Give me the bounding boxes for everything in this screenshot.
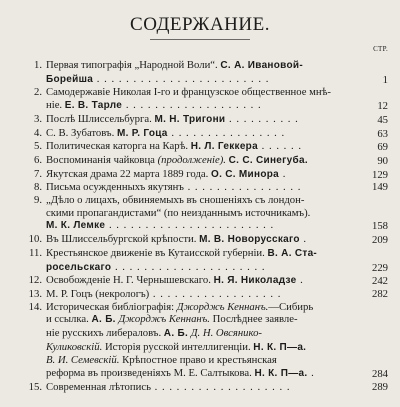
entry-title [46, 233, 354, 247]
dot-leader: . . . . . . . . . . . . . . . . . . . . . [111, 260, 266, 273]
entry-text: Историческая библіографія: [46, 300, 177, 313]
entry-text: Крѣпостное право и крестьянская [119, 354, 277, 367]
entry-author: М. Р. Гоца [116, 127, 168, 139]
dot-leader: . [307, 367, 315, 380]
entry-title [46, 194, 354, 233]
entry-page-number: 90 [377, 154, 388, 167]
entry-text: Якутская драма 22 марта 1889 года. [46, 167, 211, 180]
entry-author: С. С. Синегуба. [228, 154, 308, 166]
table-of-contents [0, 59, 400, 394]
entry-line [46, 86, 354, 99]
entry-author: Н. Я. Николадзе [213, 275, 297, 287]
entry-italic-text: Джорджъ Кеннанъ. [176, 300, 269, 313]
entry-number: 12. [28, 274, 42, 287]
entry-text: ніе. [46, 99, 65, 112]
entry-text: Первая типографія „Народной Воли“. [46, 59, 221, 71]
entry-line [46, 59, 354, 73]
entry-line [46, 127, 354, 141]
entry-text: ніе русскихъ либераловъ. [46, 327, 164, 340]
entry-author: Н. К. П—а. [254, 368, 308, 380]
entry-title [46, 168, 354, 182]
entry-line [46, 313, 354, 327]
entry-number: 7. [33, 167, 42, 180]
entry-line [46, 99, 354, 113]
entry-text: Послѣ Шлиссельбурга. [46, 112, 155, 125]
entry-italic-text: В. И. Семевскій. [46, 354, 120, 367]
entry-line [46, 301, 354, 314]
entry-text: Письма осужденныхъ якутянъ [46, 181, 184, 194]
entry-page-number: 158 [371, 220, 388, 233]
entry-line [46, 247, 354, 261]
entry-text: Политическая каторга на Карѣ. [46, 140, 191, 153]
dot-leader: . . . . . . . . . . . . . . . . . . . [122, 99, 262, 112]
entry-page-number: 282 [371, 287, 388, 300]
entry-italic-text: Д. Н. Овсянико- [190, 327, 262, 340]
entry-number: 4. [33, 126, 42, 139]
toc-entry [0, 194, 400, 233]
toc-entry [0, 274, 400, 288]
entry-text: М. Р. Гоцъ (некрологъ) [46, 287, 150, 300]
entry-page-number: 284 [371, 368, 388, 381]
title-rule [150, 39, 250, 40]
entry-line [46, 367, 354, 381]
toc-entry [0, 168, 400, 182]
entry-author: С. А. Ивановой- [220, 60, 303, 71]
entry-page-number: 1 [382, 73, 388, 86]
entry-text: Самодержавіе Николая I-го и французское общественное мнѣ- [46, 86, 331, 99]
entry-line [46, 194, 354, 207]
entry-page-number: 242 [371, 275, 388, 288]
dot-leader: . [299, 233, 308, 246]
entry-line [46, 354, 354, 367]
entry-line [46, 207, 354, 220]
entry-text: Послѣднее заявле- [209, 313, 298, 326]
entry-line [46, 327, 354, 341]
page-title: СОДЕРЖАНИЕ. [130, 14, 270, 35]
entry-line [46, 341, 354, 355]
dot-leader: . . . . . . . . . . . . . . . . [167, 126, 286, 139]
entry-line [46, 261, 354, 275]
entry-author: Е. В. Тарле [64, 100, 123, 112]
entry-text: и ссылка. [46, 313, 92, 326]
toc-entry [0, 288, 400, 301]
entry-line [46, 113, 354, 127]
entry-line [46, 154, 354, 168]
entry-text: С. В. Зубатовъ. [46, 126, 117, 139]
toc-entry [0, 113, 400, 127]
dot-leader: . . . . . . . . . . . . . . . . . . . . . . . . [93, 72, 270, 85]
toc-entry [0, 154, 400, 168]
toc-entry [0, 381, 400, 394]
entry-number: 10. [28, 233, 42, 246]
entry-author: А. Б. [91, 314, 116, 326]
dot-leader: . [296, 274, 304, 287]
entry-title [46, 288, 354, 301]
dot-leader: . [279, 167, 287, 180]
toc-entry [0, 140, 400, 154]
entry-title [46, 127, 354, 141]
entry-number: 9. [33, 194, 42, 207]
toc-entry [0, 86, 400, 112]
entry-page-number: 45 [377, 113, 388, 126]
entry-text: скими пропагандистами“ (по неизданнымъ источникамъ). [46, 206, 311, 219]
entry-number: 13. [28, 287, 42, 300]
entry-number: 3. [33, 112, 42, 125]
entry-text: Въ Шлиссельбургской крѣпости. [46, 233, 200, 246]
toc-entry [0, 233, 400, 247]
entry-page-number: 12 [377, 100, 388, 113]
entry-title [46, 301, 354, 381]
page-column-label: СТР. [373, 45, 388, 53]
entry-page-number: 129 [371, 168, 388, 181]
entry-line [46, 381, 354, 394]
dot-leader: . . . . . . . . . . . . . . . . [183, 181, 302, 194]
dot-leader: . . . . . . . . . . . . . . . . . . . [150, 380, 291, 393]
entry-author: Н. Л. Геккера [190, 141, 258, 153]
entry-number: 5. [33, 140, 42, 153]
entry-page-number: 289 [371, 380, 388, 393]
entry-line [46, 168, 354, 182]
entry-italic-text: Куликовскій. [46, 340, 103, 353]
entry-line [46, 274, 354, 288]
entry-page-number: 209 [371, 234, 388, 247]
entry-author: М. К. Лемке [46, 220, 106, 232]
dot-leader: . . . . . . . . . . . . . . . . . . [149, 287, 282, 300]
entry-line [46, 181, 354, 194]
entry-line [46, 140, 354, 154]
entry-text: Крестьянское движеніе въ Кутаисской губерніи. [46, 246, 268, 259]
entry-line [46, 233, 354, 247]
entry-text: Освобожденіе Н. Г. Чернышевскаго. [46, 274, 214, 287]
entry-text: реформа въ произведеніяхъ М. Е. Салтыкова. [46, 367, 255, 380]
entry-author: росельскаго [46, 261, 112, 273]
entry-text: „Дѣло о лицахъ, обвиняемыхъ въ сношеніяхъ съ лондон- [46, 194, 305, 207]
entry-title [46, 381, 354, 394]
entry-number: 11. [29, 246, 42, 259]
entry-page-number: 69 [377, 141, 388, 154]
entry-author: Н. К. П—а. [253, 341, 307, 353]
entry-line [46, 219, 354, 233]
entry-number: 14. [28, 300, 42, 313]
dot-leader: . . . . . . . . . . . . . . . . . . . . . . . [105, 219, 275, 232]
entry-author: В. А. Ста- [267, 247, 318, 259]
entry-page-number: 63 [377, 127, 388, 140]
entry-title [46, 181, 354, 194]
entry-title [46, 140, 354, 154]
entry-number: 2. [33, 86, 42, 99]
entry-line [46, 288, 354, 301]
entry-text: Исторія русской интеллигенціи. [102, 340, 254, 353]
entry-italic-text: Джорджъ Кеннанъ. [118, 313, 210, 326]
entry-title [46, 274, 354, 288]
toc-entry [0, 59, 400, 86]
entry-author: М. Н. Тригони [154, 113, 226, 125]
toc-entry [0, 181, 400, 194]
entry-title [46, 154, 354, 168]
toc-entry [0, 301, 400, 381]
entry-text: —Сибирь [268, 300, 314, 313]
entry-number: 1. [33, 59, 42, 71]
dot-leader: . . . . . . . . . . [225, 112, 299, 125]
entry-author: А. Б. [163, 328, 189, 340]
entry-title [46, 113, 354, 127]
entry-title [46, 86, 354, 112]
entry-title [46, 247, 354, 274]
entry-text: Воспоминанія чайковца [46, 153, 158, 166]
entry-number: 8. [33, 181, 42, 194]
entry-author: Борейша [46, 73, 94, 85]
toc-entry [0, 127, 400, 141]
toc-entry [0, 247, 400, 274]
dot-leader: . . . . . . [257, 140, 303, 153]
entry-author: М. В. Новорусскаго [199, 234, 300, 246]
entry-author: О. С. Минора [211, 168, 280, 180]
entry-number: 6. [33, 153, 42, 166]
entry-title [46, 59, 354, 86]
entry-number: 15. [28, 380, 42, 393]
entry-page-number: 149 [371, 181, 388, 194]
entry-text: Современная лѣтопись [46, 380, 151, 393]
entry-page-number: 229 [371, 261, 388, 274]
entry-italic-text: (продолженіе). [157, 153, 226, 166]
entry-line [46, 73, 354, 87]
